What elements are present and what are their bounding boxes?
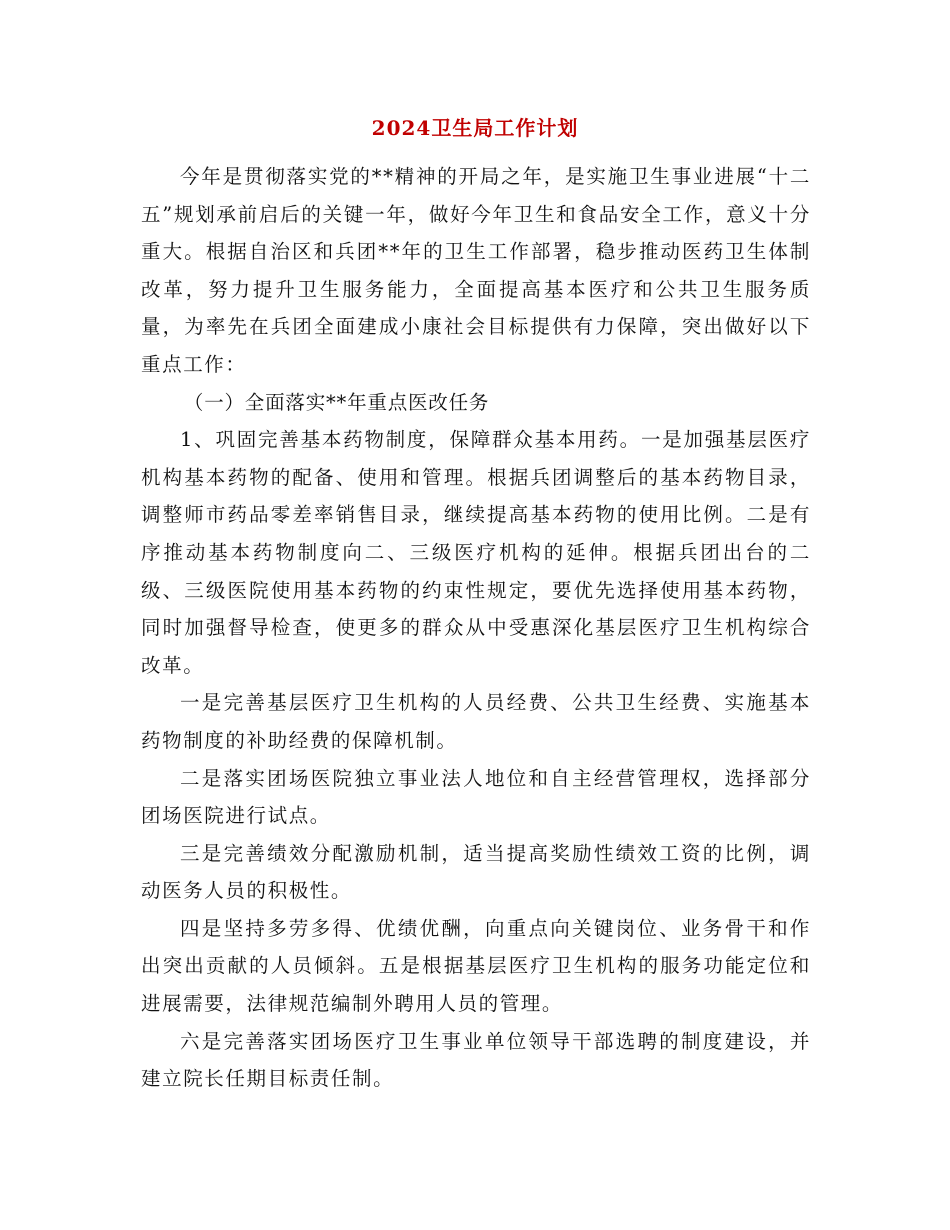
paragraph-point-1: 一是完善基层医疗卫生机构的人员经费、公共卫生经费、实施基本药物制度的补助经费的保障机制。 bbox=[141, 691, 811, 752]
paragraph-intro: 今年是贯彻落实党的**精神的开局之年，是实施卫生事业进展“十二五”规划承前启后的关键一年，做好今年卫生和食品安全工作，意义十分重大。根据自治区和兵团**年的卫生工作部署，稳步推动医药卫生体制改革，努力提升卫生服务能力，全面提高基本医疗和公共卫生服务质量，为率先在兵团全面建成小康社会目标提供有力保障，突出做好以下重点工作： bbox=[141, 165, 811, 376]
paragraph-point-6: 六是完善落实团场医疗卫生事业单位领导干部选聘的制度建设，并建立院长任期目标责任制。 bbox=[141, 1029, 811, 1091]
document-title: 2024卫生局工作计划 bbox=[371, 116, 579, 140]
paragraph-item-1: 1、巩固完善基本药物制度，保障群众基本用药。一是加强基层医疗机构基本药物的配备、使用和管理。根据兵团调整后的基本药物目录，调整师市药品零差率销售目录，继续提高基本药物的使用比例。二是有序推动基本药物制度向二、三级医疗机构的延伸。根据兵团出台的二级、三级医院使用基本药物的约束性规定，要优先选择使用基本药物，同时加强督导检查，使更多的群众从中受惠深化基层医疗卫生机构综合改革。 bbox=[141, 428, 811, 677]
document-body bbox=[141, 158, 811, 1098]
section-heading: （一）全面落实**年重点医改任务 bbox=[183, 390, 490, 414]
paragraph-point-4: 四是坚持多劳多得、优绩优酬，向重点向关键岗位、业务骨干和作出突出贡献的人员倾斜。五是根据基层医疗卫生机构的服务功能定位和进展需要，法律规范编制外聘用人员的管理。 bbox=[141, 916, 811, 1016]
paragraph-point-2: 二是落实团场医院独立事业法人地位和自主经营管理权，选择部分团场医院进行试点。 bbox=[141, 766, 811, 828]
paragraph-point-3: 三是完善绩效分配激励机制，适当提高奖励性绩效工资的比例，调动医务人员的积极性。 bbox=[141, 841, 811, 903]
